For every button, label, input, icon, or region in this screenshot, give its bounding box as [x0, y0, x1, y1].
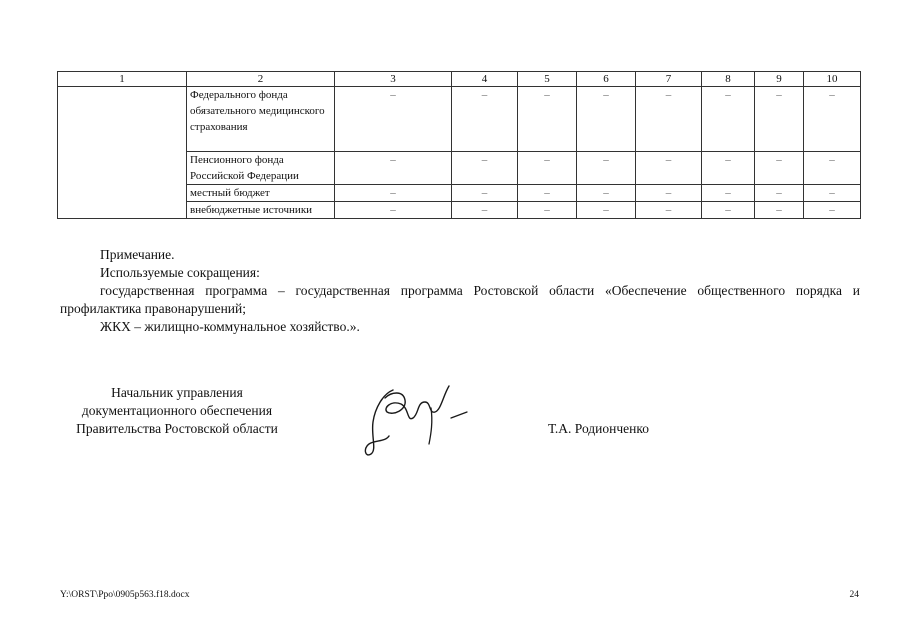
value-cell: –: [636, 202, 702, 219]
table-header-row: [58, 72, 861, 87]
value-cell: –: [518, 152, 577, 185]
header-cell: 2: [187, 72, 335, 87]
value-cell: –: [804, 87, 861, 152]
header-cell: 6: [577, 72, 636, 87]
value-cell: –: [335, 152, 452, 185]
value-cell: –: [702, 152, 755, 185]
funding-source-cell: внебюджетные источники: [187, 202, 335, 219]
signer-position: [58, 384, 296, 438]
value-cell: –: [755, 202, 804, 219]
header-cell: 8: [702, 72, 755, 87]
abbreviation-zhkh: ЖКХ – жилищно-коммунальное хозяйство.».: [100, 319, 360, 334]
value-cell: –: [804, 185, 861, 202]
value-cell: –: [702, 202, 755, 219]
signer-position-line: документационного обеспечения: [81, 403, 273, 418]
value-cell: –: [804, 152, 861, 185]
signer-position-line: Начальник управления: [111, 385, 243, 400]
header-cell: 1: [58, 72, 187, 87]
value-cell: –: [518, 87, 577, 152]
empty-cell: [58, 87, 187, 219]
value-cell: –: [636, 152, 702, 185]
value-cell: –: [577, 202, 636, 219]
page-number: 24: [849, 590, 859, 600]
header-cell: 3: [335, 72, 452, 87]
value-cell: –: [755, 152, 804, 185]
footer-file-path: Y:\ORST\Ppo\0905p563.f18.docx: [60, 590, 190, 600]
abbreviation-program: государственная программа – государственная программа Ростовской области «Обеспечение общественного порядка и профилактика правонарушений;: [60, 283, 860, 316]
value-cell: –: [335, 202, 452, 219]
table-row: [58, 87, 861, 152]
header-cell: 5: [518, 72, 577, 87]
value-cell: –: [755, 185, 804, 202]
header-cell: 9: [755, 72, 804, 87]
header-cell: 10: [804, 72, 861, 87]
header-cell: 7: [636, 72, 702, 87]
value-cell: –: [702, 87, 755, 152]
notes-section: [60, 246, 860, 336]
notes-title: Примечание.: [100, 247, 175, 262]
handwritten-signature: [355, 378, 480, 460]
value-cell: –: [577, 87, 636, 152]
funding-source-cell: местный бюджет: [187, 185, 335, 202]
value-cell: –: [518, 185, 577, 202]
value-cell: –: [335, 87, 452, 152]
value-cell: –: [452, 185, 518, 202]
value-cell: –: [702, 185, 755, 202]
funding-source-cell: Федерального фонда обязательного медицинского страхования: [187, 87, 335, 152]
abbreviations-title: Используемые сокращения:: [100, 265, 260, 280]
header-cell: 4: [452, 72, 518, 87]
value-cell: –: [335, 185, 452, 202]
value-cell: –: [755, 87, 804, 152]
value-cell: –: [577, 185, 636, 202]
value-cell: –: [452, 87, 518, 152]
value-cell: –: [452, 152, 518, 185]
funding-source-cell: Пенсионного фонда Российской Федерации: [187, 152, 335, 185]
signer-position-line: Правительства Ростовской области: [76, 421, 278, 436]
value-cell: –: [452, 202, 518, 219]
signer-name: Т.А. Родионченко: [548, 421, 649, 436]
value-cell: –: [804, 202, 861, 219]
value-cell: –: [636, 185, 702, 202]
budget-table: [57, 71, 861, 219]
value-cell: –: [577, 152, 636, 185]
value-cell: –: [636, 87, 702, 152]
value-cell: –: [518, 202, 577, 219]
